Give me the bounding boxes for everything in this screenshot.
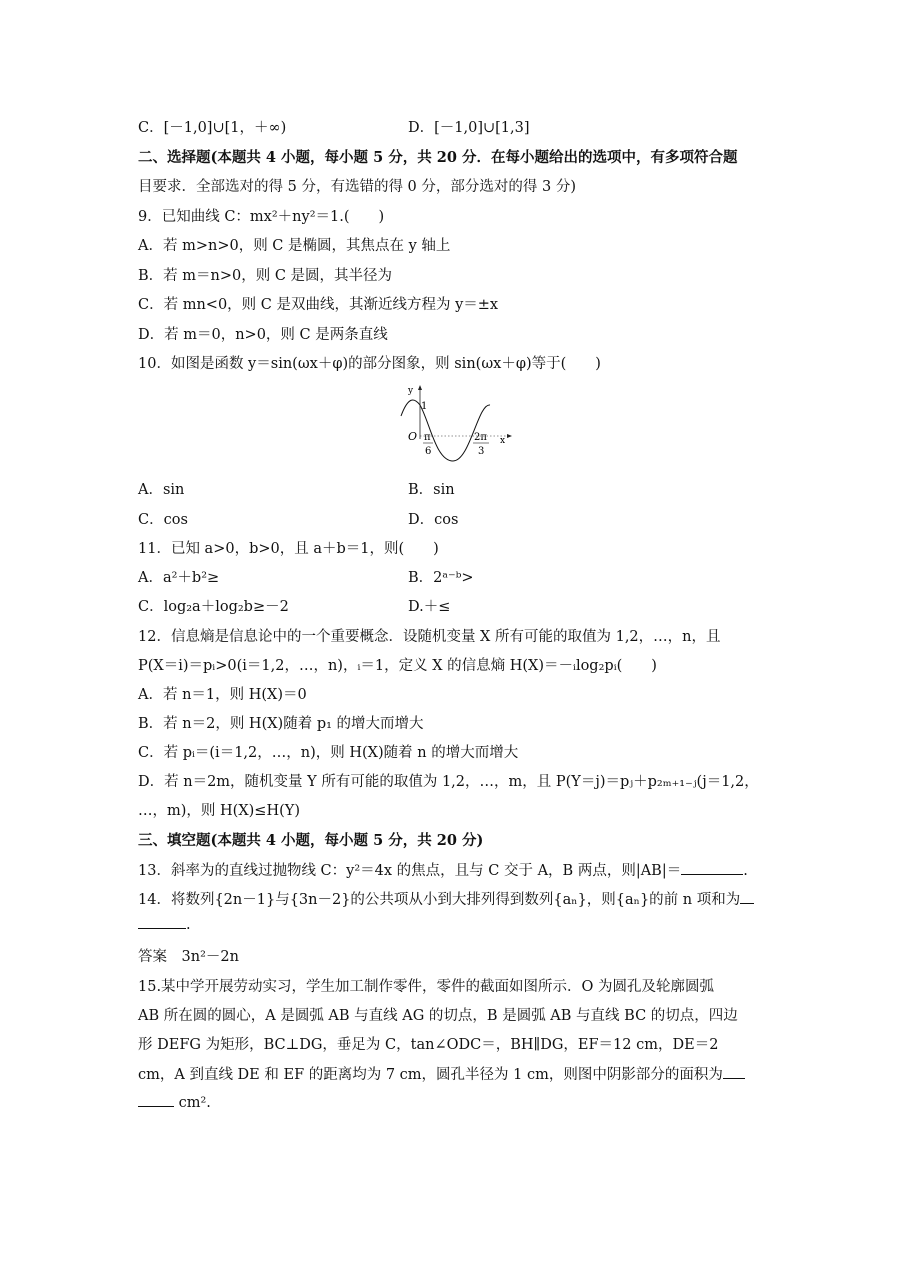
answer-blank-14 (740, 889, 754, 904)
option-c-q8: C．[－1,0]∪[1，＋∞) (138, 120, 287, 136)
q10-option-a: A．sin (138, 482, 185, 498)
q11-option-c: C．log₂a＋log₂b≥－2 (138, 599, 289, 615)
option-d-q8: D．[－1,0]∪[1,3] (408, 120, 530, 136)
graph-origin-label: O (408, 430, 418, 443)
graph-three-denominator: 3 (478, 446, 485, 457)
sine-graph-figure (398, 383, 518, 465)
q9-option-b: B．若 m＝n>0，则 C 是圆，其半径为 (138, 268, 393, 284)
graph-y-arrow-icon (418, 385, 422, 390)
question-14 (138, 889, 754, 910)
section-three-text: 三、填空题(本题共 4 小题，每小题 5 分，共 20 分) (138, 832, 484, 849)
q11-option-b: B．2ᵃ⁻ᵇ> (408, 570, 474, 586)
answer-14: 答案 3n²－2n (138, 949, 239, 965)
question-15-line-5 (138, 1092, 211, 1113)
section-two-heading-cont: 目要求．全部选对的得 5 分，有选错的得 0 分，部分选对的得 3 分) (138, 179, 576, 195)
question-15-line-3: 形 DEFG 为矩形，BC⊥DG，垂足为 C，tan∠ODC＝，BH∥DG，EF＝12 cm，DE＝2 (138, 1037, 719, 1053)
question-15-line-4-text: cm，A 到直线 DE 和 EF 的距离均为 7 cm，圆孔半径为 1 cm，则图中阴影部分的面积为 (138, 1067, 723, 1083)
question-12: 12．信息熵是信息论中的一个重要概念．设随机变量 X 所有可能的取值为 1,2，…，n，且 (138, 629, 721, 645)
q12-option-d: D．若 n＝2m，随机变量 Y 所有可能的取值为 1,2，…，m，且 P(Y＝j)＝pⱼ＋p₂ₘ₊₁₋ⱼ(j＝1,2， (138, 774, 759, 790)
section-three-heading (138, 831, 483, 851)
q12-option-c: C．若 pᵢ＝(i＝1,2，…，n)，则 H(X)随着 n 的增大而增大 (138, 745, 519, 761)
question-10: 10．如图是函数 y＝sin(ωx＋φ)的部分图象，则 sin(ωx＋φ)等于( ) (138, 356, 601, 372)
graph-six-denominator: 6 (425, 446, 432, 457)
q9-option-a: A．若 m>n>0，则 C 是椭圆，其焦点在 y 轴上 (138, 238, 451, 254)
q10-option-d: D．cos (408, 512, 459, 528)
q11-option-d: D.＋≤ (408, 599, 451, 615)
question-12-cont: P(X＝i)＝pᵢ>0(i＝1,2，…，n)，ᵢ＝1，定义 X 的信息熵 H(X)＝－ᵢlog₂pᵢ( ) (138, 658, 657, 674)
answer-blank-15-cont (138, 1092, 174, 1107)
question-11: 11．已知 a>0，b>0，且 a＋b＝1，则( ) (138, 541, 439, 557)
question-14-blank-cont: . (138, 914, 191, 935)
question-13-text: 13．斜率为的直线过抛物线 C：y²＝4x 的焦点，且与 C 交于 A，B 两点，则|AB|＝ (138, 863, 682, 879)
answer-blank-13 (681, 860, 743, 875)
question-15-unit: cm². (178, 1095, 211, 1111)
answer-blank-15 (723, 1064, 745, 1079)
graph-pi-numerator: π (424, 432, 431, 443)
graph-two-pi-numerator: 2π (474, 432, 487, 443)
question-15: 15.某中学开展劳动实习，学生加工制作零件，零件的截面如图所示．O 为圆孔及轮廓圆弧 (138, 979, 715, 995)
graph-y-label: y (408, 386, 414, 396)
q11-option-a: A．a²＋b²≥ (138, 570, 220, 586)
section-two-text: 二、选择题(本题共 4 小题，每小题 5 分，共 20 分．在每小题给出的选项中，有多项符合题 (138, 149, 738, 166)
question-13: 13．斜率为的直线过抛物线 C：y²＝4x 的焦点，且与 C 交于 A，B 两点，则|AB|＝ . (138, 860, 748, 881)
q12-option-b: B．若 n＝2，则 H(X)随着 p₁ 的增大而增大 (138, 716, 424, 732)
question-15-line-2: AB 所在圆的圆心，A 是圆弧 AB 与直线 AG 的切点，B 是圆弧 AB 与直线 BC 的切点，四边 (138, 1008, 738, 1024)
graph-x-arrow-icon (507, 434, 512, 438)
q12-option-d-cont: …，m)，则 H(X)≤H(Y) (138, 803, 300, 819)
q10-option-b: B．sin (408, 482, 455, 498)
question-15-line-4 (138, 1064, 745, 1085)
answer-blank-14-cont (138, 914, 186, 929)
graph-one-label: 1 (421, 401, 428, 412)
q9-option-d: D．若 m＝0，n>0，则 C 是两条直线 (138, 327, 388, 343)
question-14-text: 14．将数列{2n－1}与{3n－2}的公共项从小到大排列得到数列{aₙ}，则{aₙ}的前 n 项和为 (138, 892, 741, 908)
q10-option-c: C．cos (138, 512, 188, 528)
q12-option-a: A．若 n＝1，则 H(X)＝0 (138, 687, 307, 703)
q9-option-c: C．若 mn<0，则 C 是双曲线，其渐近线方程为 y＝±x (138, 297, 499, 313)
question-9: 9．已知曲线 C：mx²＋ny²＝1.( ) (138, 209, 385, 225)
section-two-heading (138, 148, 738, 168)
graph-x-label: x (500, 436, 506, 446)
